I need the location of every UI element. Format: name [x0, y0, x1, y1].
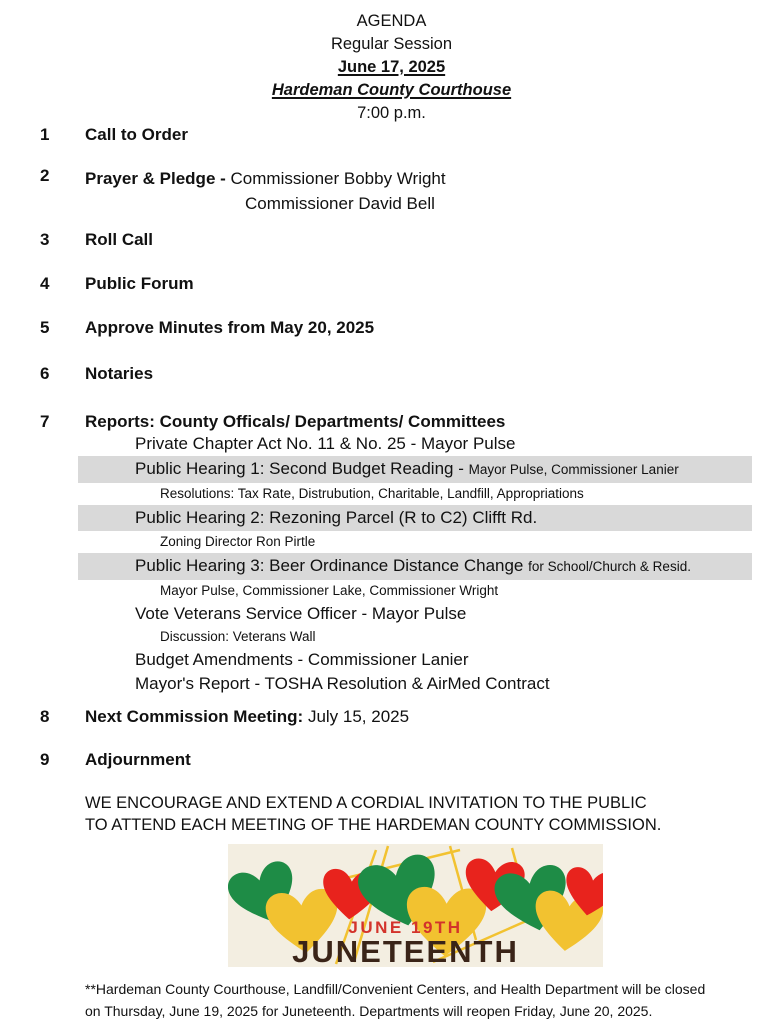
- item-title: Public Forum: [85, 274, 194, 293]
- agenda-item-1: [0, 125, 783, 145]
- item-number: 1: [40, 125, 50, 144]
- invitation-line-2: TO ATTEND EACH MEETING OF THE HARDEMAN COUNTY COMMISSION.: [85, 816, 662, 834]
- report-subline: Zoning Director Ron Pirtle: [160, 534, 316, 549]
- item-title: Prayer & Pledge -: [85, 169, 226, 188]
- item-title: Call to Order: [85, 125, 188, 144]
- banner-title: JUNETEENTH: [292, 934, 519, 967]
- report-line: Budget Amendments - Commissioner Lanier: [135, 650, 469, 669]
- agenda-title: AGENDA: [356, 12, 427, 30]
- report-subline: Mayor Pulse, Commissioner Lake, Commissioner Wright: [160, 583, 499, 598]
- item-title: Reports: County Officals/ Departments/ Committees: [85, 412, 506, 431]
- agenda-item-4: [0, 274, 783, 294]
- report-line-main: Public Hearing 2: Rezoning Parcel (R to C2) Clifft Rd.: [135, 508, 538, 527]
- footnote-line-1: **Hardeman County Courthouse, Landfill/Convenient Centers, and Health Department will be closed: [85, 981, 706, 997]
- report-line-main: Public Hearing 3: Beer Ordinance Distance Change: [135, 556, 524, 575]
- item-title: Adjournment: [85, 750, 191, 769]
- report-line: Vote Veterans Service Officer - Mayor Pulse: [135, 604, 467, 623]
- session-line: Regular Session: [330, 35, 453, 53]
- report-line-highlighted: [78, 456, 752, 483]
- item-assignee: Commissioner Bobby Wright: [230, 169, 446, 188]
- invitation-line-1: WE ENCOURAGE AND EXTEND A CORDIAL INVITATION TO THE PUBLIC: [85, 794, 647, 812]
- item-detail: July 15, 2025: [307, 707, 410, 726]
- document-header: [0, 0, 783, 125]
- report-line-main: Public Hearing 1: Second Budget Reading -: [135, 459, 464, 478]
- venue-line: Hardeman County Courthouse: [271, 81, 512, 99]
- agenda-item-3: [0, 230, 783, 250]
- item-title: Roll Call: [85, 230, 154, 249]
- agenda-item-2: [0, 166, 783, 216]
- item-number: 5: [40, 318, 50, 337]
- item-assignee-2: Commissioner David Bell: [245, 194, 435, 213]
- time-line: 7:00 p.m.: [357, 104, 426, 122]
- reports-sublist: [0, 432, 783, 696]
- juneteenth-banner: [228, 844, 603, 967]
- report-line-highlighted: [78, 553, 752, 580]
- item-title: Notaries: [85, 364, 154, 383]
- item-title: Next Commission Meeting:: [85, 707, 304, 726]
- public-invitation: [85, 792, 783, 836]
- agenda-item-7: [0, 412, 783, 432]
- report-line-highlighted: [78, 505, 752, 531]
- agenda-item-6: [0, 364, 783, 384]
- report-line-suffix: for School/Church & Resid.: [528, 559, 691, 574]
- report-line: Private Chapter Act No. 11 & No. 25 - Mayor Pulse: [135, 434, 516, 453]
- report-subline: Discussion: Veterans Wall: [160, 629, 316, 644]
- agenda-item-5: [0, 318, 783, 338]
- banner-date-label: JUNE 19TH: [348, 918, 463, 937]
- report-line-suffix: Mayor Pulse, Commissioner Lanier: [468, 462, 679, 477]
- item-title: Approve Minutes from May 20, 2025: [85, 318, 375, 337]
- report-line: Mayor's Report - TOSHA Resolution & AirMed Contract: [135, 674, 550, 693]
- item-number: 7: [40, 412, 50, 431]
- item-number: 6: [40, 364, 50, 383]
- item-number: 2: [40, 166, 50, 185]
- report-subline: Resolutions: Tax Rate, Distrubution, Charitable, Landfill, Appropriations: [160, 486, 584, 501]
- item-number: 9: [40, 750, 50, 769]
- agenda-item-9: [0, 750, 783, 770]
- closure-footnote: [85, 978, 783, 1022]
- item-number: 4: [40, 274, 50, 293]
- agenda-item-8: [0, 707, 783, 727]
- date-line: June 17, 2025: [337, 58, 446, 76]
- footnote-line-2: on Thursday, June 19, 2025 for Juneteenth. Departments will reopen Friday, June 20, 2025.: [85, 1003, 653, 1019]
- item-number: 3: [40, 230, 50, 249]
- item-number: 8: [40, 707, 50, 726]
